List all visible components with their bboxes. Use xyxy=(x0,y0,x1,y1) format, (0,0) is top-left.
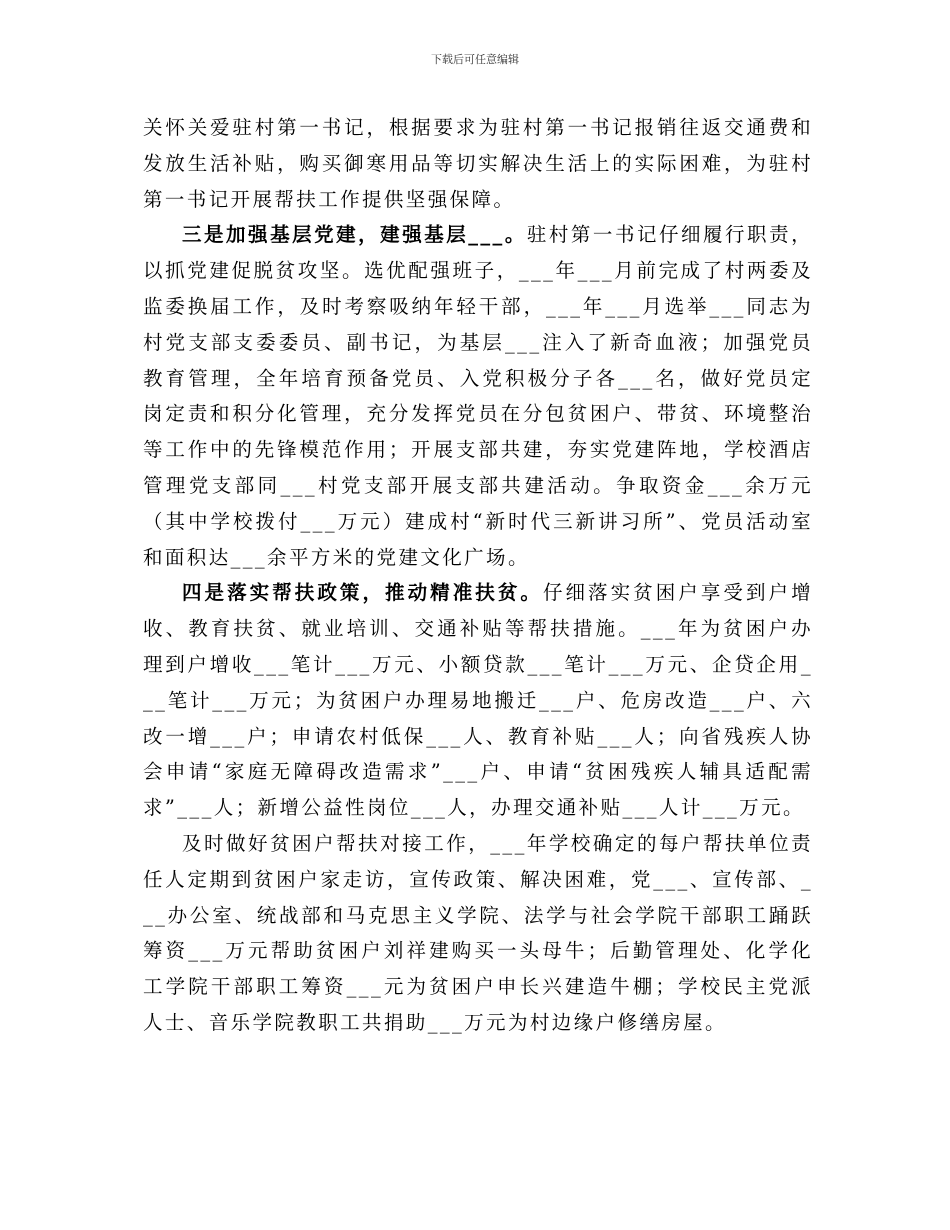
paragraph-text: 仔细落实贫困户享受到户增收、教育扶贫、就业培训、交通补贴等帮扶措施。___年为贫困户办理到户增收___笔计___万元、小额贷款___笔计___万元、企贷企用___笔计___万元；为贫困户办理易地搬迁___户、危房改造___户、六改一增___户；申请农村低保___人、教育补贴___人；向省残疾人协会申请“家庭无障碍改造需求”___户、申请“贫困残疾人辅具适配需求”___人；新增公益性岗位___人，办理交通补贴___人计___万元。 xyxy=(143,581,813,820)
paragraph-text: 及时做好贫困户帮扶对接工作，___年学校确定的每户帮扶单位责任人定期到贫困户家走访，宣传政策、解决困难，党___、宣传部、___办公室、统战部和马克思主义学院、法学与社会学院干部职工踊跃筹资___万元帮助贫困户刘祥建购买一头母牛；后勤管理处、化学化工学院干部职工筹资___元为贫困户申长兴建造牛棚；学校民主党派人士、音乐学院教职工共捐助___万元为村边缘户修缮房屋。 xyxy=(143,831,813,1034)
paragraph-assistance-connection xyxy=(143,826,813,1041)
paragraph-support-first-secretary xyxy=(143,110,813,217)
paragraph-poverty-policy xyxy=(143,575,813,826)
paragraph-heading: 四是落实帮扶政策，推动精准扶贫。 xyxy=(182,581,543,605)
paragraph-text: 驻村第一书记仔细履行职责，以抓党建促脱贫攻坚。选优配强班子，___年___月前完成了村两委及监委换届工作，及时考察吸纳年轻干部，___年___月选举___同志为村党支部支委委员、副书记，为基层___注入了新奇血液；加强党员教育管理，全年培育预备党员、入党积极分子各___名，做好党员定岗定责和积分化管理，充分发挥党员在分包贫困户、带贫、环境整治等工作中的先锋模范作用；开展支部共建，夯实党建阵地，学校酒店管理党支部同___村党支部开展支部共建活动。争取资金___余万元（其中学校拨付___万元）建成村“新时代三新讲习所”、党员活动室和面积达___余平方米的党建文化广场。 xyxy=(143,223,813,569)
paragraph-party-building xyxy=(143,217,813,575)
paragraph-heading: 三是加强基层党建，建强基层___。 xyxy=(182,223,527,247)
paragraph-text: 关怀关爱驻村第一书记，根据要求为驻村第一书记报销往返交通费和发放生活补贴，购买御寒用品等切实解决生活上的实际困难，为驻村第一书记开展帮扶工作提供坚强保障。 xyxy=(143,116,813,211)
document-body xyxy=(143,110,813,1041)
page-header: 下载后可任意编辑 xyxy=(431,53,519,66)
